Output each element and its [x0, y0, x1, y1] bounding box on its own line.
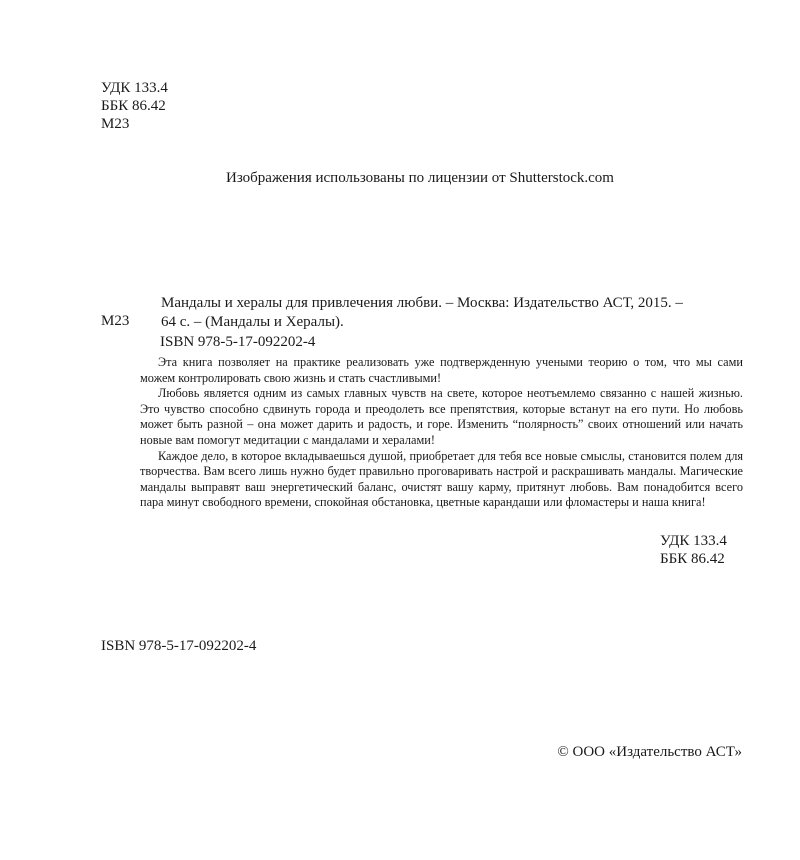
annotation-paragraph: Эта книга позволяет на практике реализовать уже подтвержденную учеными теорию о том, что мы сами можем контролировать свою жизнь и стать счастливыми! — [140, 355, 743, 385]
isbn-bottom: ISBN 978-5-17-092202-4 — [101, 638, 257, 654]
copyright-notice: © ООО «Издательство АСТ» — [557, 744, 742, 760]
biblio-author-mark: М23 — [101, 313, 130, 329]
footer-udk-code: УДК 133.4 — [660, 533, 727, 549]
classification-codes — [101, 79, 168, 133]
annotation — [140, 355, 743, 511]
biblio-pages-line: 64 с. – (Мандалы и Хералы). — [161, 314, 344, 330]
biblio-title-line: Мандалы и хералы для привлечения любви. – Москва: Издательство АСТ, 2015. – — [161, 295, 683, 311]
annotation-paragraph: Каждое дело, в которое вкладываешься душой, приобретает для тебя все новые смыслы, становится полем для творчества. Вам всего лишь нужно будет правильно проговаривать настрой и раскрашивать мандалы. Магические мандалы выправят ваш энергетический баланс, очистят вашу карму, притянут любовь. Вам понадобится всего пара минут свободного времени, спокойная обстановка, цветные карандаши или фломастеры и наша книга! — [140, 448, 743, 510]
udk-code: УДК 133.4 — [101, 80, 168, 96]
author-mark: М23 — [101, 116, 130, 132]
bibliographic-record — [161, 294, 741, 332]
annotation-paragraph: Любовь является одним из самых главных чувств на свете, которое неотъемлемо связанно с нашей жизнью. Это чувство способно сдвинуть города и преодолеть все препятствия, которые встанут на его пути. Но любовь может быть разной – она может дарить и радость, и горе. Изменить “полярность” своих отношений или начать новые вам помогут медитации с мандалами и хералами! — [140, 386, 743, 447]
footer-bbk-code: ББК 86.42 — [660, 551, 725, 567]
license-note: Изображения использованы по лицензии от Shutterstock.com — [226, 170, 614, 186]
bbk-code: ББК 86.42 — [101, 98, 166, 114]
isbn-record: ISBN 978-5-17-092202-4 — [160, 334, 316, 350]
footer-classification-codes — [660, 532, 727, 568]
